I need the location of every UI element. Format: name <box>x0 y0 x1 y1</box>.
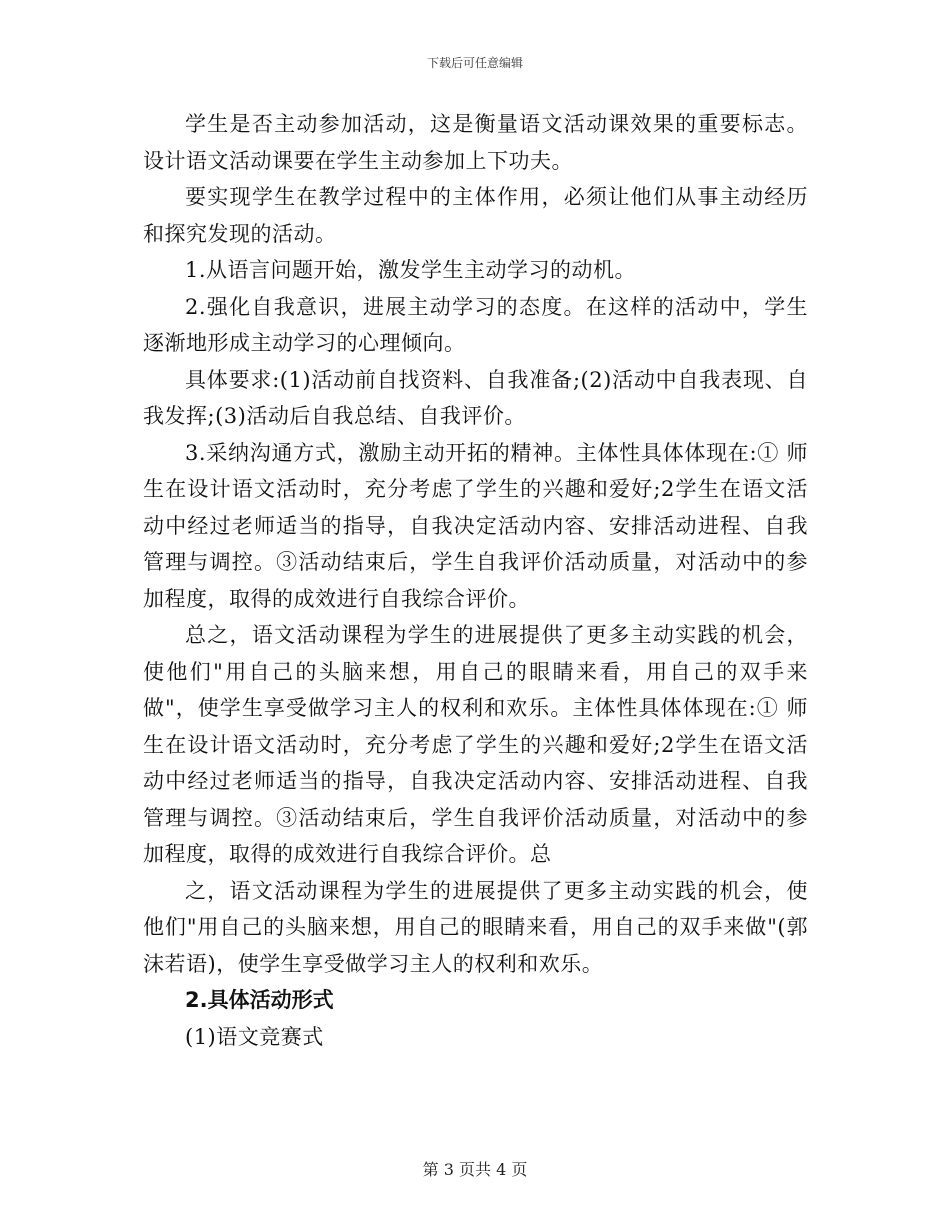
section-heading: 2.具体活动形式 <box>185 988 334 1012</box>
paragraph-3: 1.从语言问题开始，激发学生主动学习的动机。 <box>185 258 637 282</box>
page-footer: 第 3 页共 4 页 <box>422 1160 528 1179</box>
sub-item: (1)语文竞赛式 <box>185 1024 324 1049</box>
paragraph-4: 2.强化自我意识，进展主动学习的态度。在这样的活动中，学生逐渐地形成主动学习的心理倾向。 <box>143 294 808 355</box>
paragraph-7: 总之，语文活动课程为学生的进展提供了更多主动实践的机会，使他们"用自己的头脑来想，用自己的眼睛来看，用自己的双手来做"，使学生享受做学习主人的权利和欢乐。主体性具体体现在:① 师生在设计语文活动时，充分考虑了学生的兴趣和爱好;2学生在语文活动中经过老师适当的指导，自我决定活动内容、安排活动进程、自我管理与调控。③活动结束后，学生自我评价活动质量，对活动中的参加程度，取得的成效进行自我综合评价。总 <box>143 623 808 866</box>
paragraph-8: 之，语文活动课程为学生的进展提供了更多主动实践的机会，使他们"用自己的头脑来想，用自己的眼睛来看，用自己的双手来做"(郭沫若语)，使学生享受做学习主人的权利和欢乐。 <box>143 878 808 976</box>
paragraph-5: 具体要求:(1)活动前自找资料、自我准备;(2)活动中自我表现、自我发挥;(3)活动后自我总结、自我评价。 <box>143 367 808 428</box>
paragraph-2: 要实现学生在教学过程中的主体作用，必须让他们从事主动经历和探究发现的活动。 <box>143 185 808 246</box>
paragraph-1: 学生是否主动参加活动，这是衡量语文活动课效果的重要标志。设计语文活动课要在学生主动参加上下功夫。 <box>143 112 808 173</box>
document-body <box>143 106 808 1055</box>
paragraph-6: 3.采纳沟通方式，激励主动开拓的精神。主体性具体体现在:① 师生在设计语文活动时，充分考虑了学生的兴趣和爱好;2学生在语文活动中经过老师适当的指导，自我决定活动内容、安排活动进程、自我管理与调控。③活动结束后，学生自我评价活动质量，对活动中的参加程度，取得的成效进行自我综合评价。 <box>143 440 808 611</box>
page-header: 下载后可任意编辑 <box>426 56 523 70</box>
